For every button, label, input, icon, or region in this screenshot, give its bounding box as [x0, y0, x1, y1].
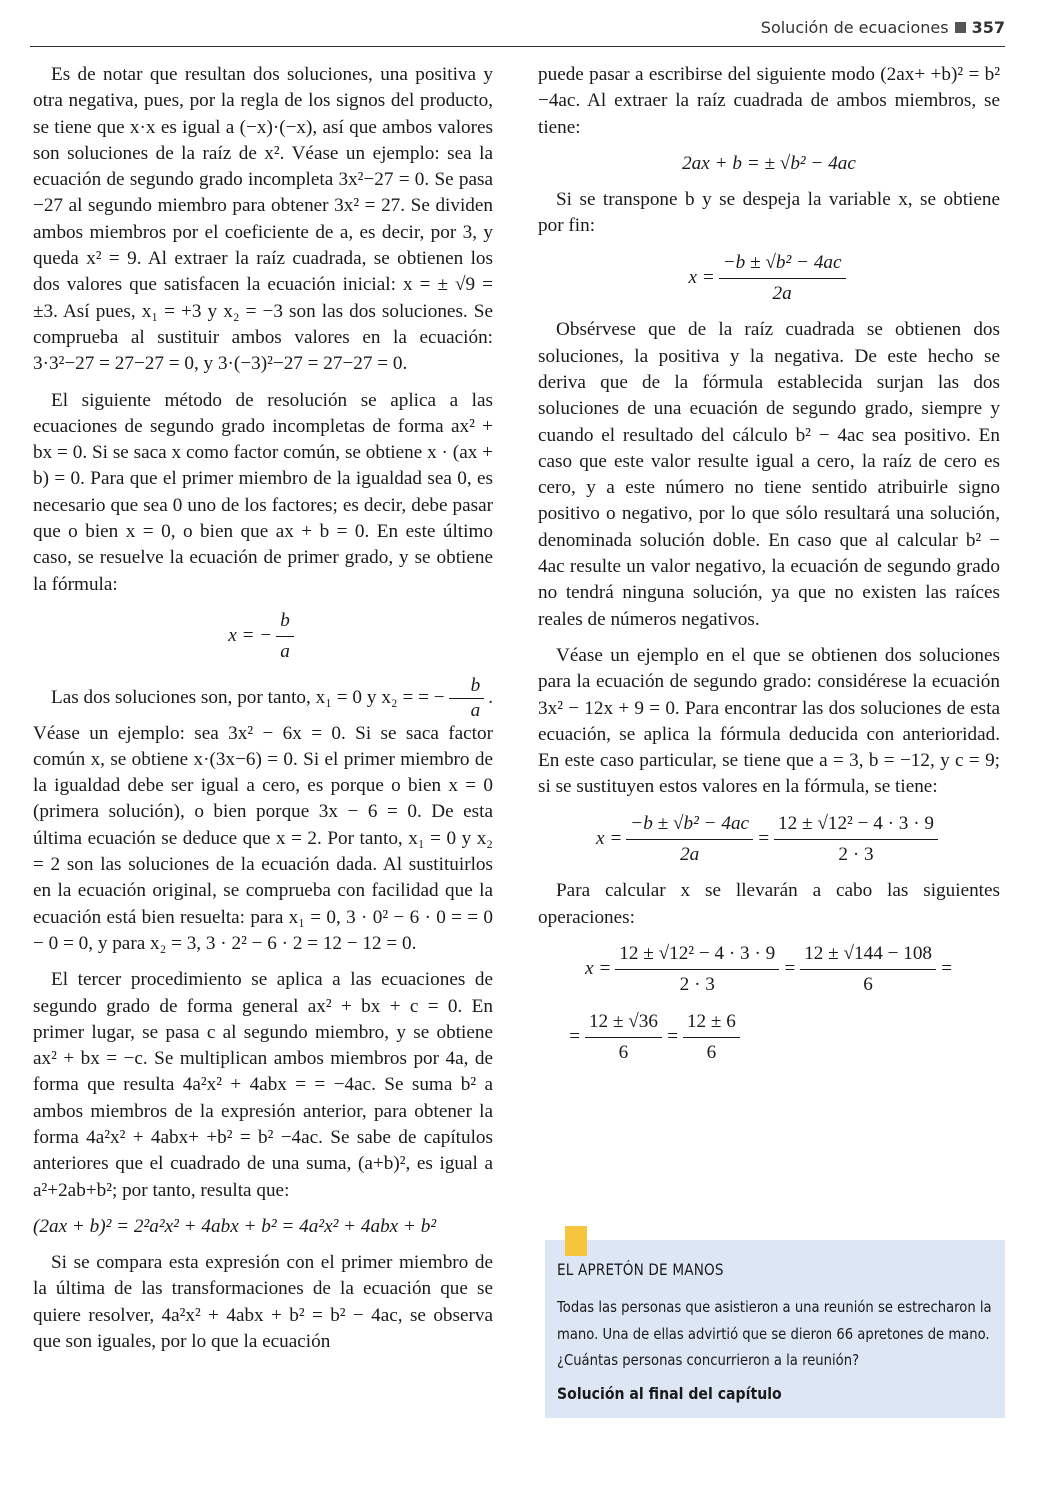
fraction — [626, 811, 753, 869]
fraction-denominator: 6 — [618, 1041, 629, 1063]
box-title: EL APRETÓN DE MANOS — [557, 1260, 724, 1279]
formula-square-expansion: (2ax + b)² = 2²a²x² + 4abx + b² = 4a²x² + 4abx + b² — [33, 1215, 437, 1237]
page-header — [30, 14, 1005, 47]
fraction-numerator: b — [276, 608, 294, 637]
left-column — [33, 62, 493, 1355]
paragraph: Obsérvese que de la raíz cuadrada se obtienen dos soluciones, la positiva y la negativa. De este hecho se deriva que de la fórmula establecida surjan las dos soluciones de una ecuación de segundo grado, siempre y cuando el resultado del cálculo b² − 4ac sea positivo. En caso que este valor resulte igual a cero, la raíz de cero es cero, y a este número no tiene sentido atribuirle signo positivo o negativo, por lo que sólo resultará una solución, denominada solución doble. En caso que al calcular b² − 4ac resulte un valor negativo, la ecuación de segundo grado no tendrá ninguna solución, ya que no existen las raíces reales de números negativos. — [538, 319, 1000, 630]
fraction — [719, 250, 846, 308]
puzzle-box — [545, 1240, 1005, 1418]
fraction-denominator: 2 · 3 — [838, 844, 874, 866]
fraction-numerator: 12 ± √36 — [585, 1009, 662, 1038]
fraction-denominator: 6 — [863, 974, 873, 996]
fraction-numerator: 12 ± 6 — [683, 1009, 740, 1038]
equals-sign: = — [783, 958, 797, 980]
paragraph — [33, 676, 493, 958]
paragraph: Si se transpone b y se despeja la variable x, se obtiene por fin: — [538, 189, 1000, 237]
formula-operations-1 — [538, 941, 1000, 999]
paragraph: Si se compara esta expresión con el primer miembro de la última de las transformaciones de la ecuación que se quiere resolver, 4a²x² + 4abx + b² = b² − 4ac, se observa que son iguales, por lo que la ecuación — [33, 1252, 493, 1353]
fraction-denominator: a — [280, 641, 290, 663]
paragraph: Véase un ejemplo en el que se obtienen dos soluciones para la ecuación de segundo grado: considérese la ecuación 3x² − 12x + 9 = 0. Para encontrar las dos soluciones de esta ecuación, se aplica la fórmula deducida con anterioridad. En este caso particular, se tiene que a = 3, b = −12, y c = 9; si se sustituyen estos valores en la fórmula, se tiene: — [538, 644, 1000, 798]
formula-lhs: x = — [688, 266, 715, 288]
paragraph: puede pasar a escribirse del siguiente modo (2ax+ +b)² = b² −4ac. Al extraer la raíz cuadrada de ambos miembros, se tiene: — [538, 64, 1000, 138]
fraction — [585, 1009, 662, 1067]
box-text: Todas las personas que asistieron a una reunión se estrecharon la mano. Una de ellas advirtió que se dieron 66 apretones de mano. ¿Cuántas personas concurrieron a la reunión? — [557, 1298, 992, 1369]
formula-first-degree — [33, 608, 493, 666]
fraction — [615, 941, 779, 999]
fraction — [774, 811, 938, 869]
formula-quadratic — [538, 250, 1000, 308]
fraction-numerator: 12 ± √144 − 108 — [800, 941, 936, 970]
formula-lhs: x = — [596, 827, 623, 849]
fraction-denominator: 2a — [772, 283, 792, 305]
formula-lhs: = — [568, 1025, 581, 1047]
paragraph: El siguiente método de resolución se aplica a las ecuaciones de segundo grado incompletas de forma ax² + bx = 0. Si se saca x como factor común, se obtiene x · (ax + b) = 0. Para que el primer miembro de la igualdad sea 0, es necesario que sea 0 uno de los factores; es decir, debe pasar que o bien x = 0, o bien que ax + b = 0. En este último caso, se resuelve la ecuación de primer grado, y se obtiene la fórmula: — [33, 389, 493, 595]
formula-substitution — [538, 811, 1000, 869]
fraction-denominator: 2 · 3 — [679, 974, 715, 996]
fraction-numerator: 12 ± √12² − 4 · 3 · 9 — [615, 941, 779, 970]
equals-sign: = — [665, 1025, 679, 1047]
paragraph: Para calcular x se llevarán a cabo las siguientes operaciones: — [538, 880, 1000, 928]
paragraph-text: Las dos soluciones son, por tanto, x₁ = 0 y x₂ = = − — [51, 686, 445, 708]
square-bullet-icon — [955, 22, 966, 33]
box-solution-note: Solución al final del capítulo — [557, 1384, 782, 1403]
fraction — [683, 1009, 740, 1067]
paragraph-text: . Véase un ejemplo: sea 3x² − 6x = 0. Si se saca factor común x, se obtiene x·(3x−6) = 0. Si el primer miembro de la igualdad debe ser igual a cero, es porque o bien x = 0 (primera solución), o bien porque 3x − 6 = 0. De esta última ecuación se deduce que x = 2. Por tanto, x₁ = 0 y x₂ = 2 son las soluciones de la ecuación dada. Al sustituirlos en la ecuación original, se comprueba con facilidad que la ecuación está bien resuelta: para x₁ = 0, 3 · 0² − 6 · 0 = = 0 − 0 = 0, y para x₂ = 3, 3 · 2² − 6 · 2 = 12 − 12 = 0. — [33, 686, 493, 954]
chapter-title: Solución de ecuaciones — [760, 18, 949, 37]
fraction — [276, 608, 294, 666]
formula-square-root: 2ax + b = ± √b² − 4ac — [682, 152, 856, 174]
running-head — [761, 18, 1005, 37]
formula-operations-2 — [538, 1009, 1000, 1067]
fraction — [449, 676, 485, 721]
fraction-numerator: b — [449, 676, 485, 699]
fraction-denominator: 2a — [680, 844, 700, 866]
fraction — [800, 941, 936, 999]
formula-lhs: x = — [585, 958, 612, 980]
fraction-denominator: 6 — [706, 1041, 717, 1063]
page-number: 357 — [971, 18, 1005, 37]
fraction-numerator: −b ± √b² − 4ac — [719, 250, 846, 279]
equals-sign: = — [940, 958, 953, 980]
paragraph: Es de notar que resultan dos soluciones, una positiva y otra negativa, pues, por la regla de los signos del producto, se tiene que x·x es igual a (−x)·(−x), así que ambos valores son soluciones de la raíz de x². Véase un ejemplo: sea la ecuación de segundo grado incompleta 3x²−27 = 0. Se pasa −27 al segundo miembro para obtener 3x² = 27. Se dividen ambos miembros por el coeficiente de a, es decir, por 3, y queda x² = 9. Al extraer la raíz cuadrada, se obtienen los dos valores que satisfacen la ecuación inicial: x = ± √9 = ±3. Así pues, x₁ = +3 y x₂ = −3 son las dos soluciones. Se comprueba al sustituir ambos valores en la ecuación: 3·3²−27 = 27−27 = 0, y 3·(−3)²−27 = 27−27 = 0. — [33, 64, 493, 375]
paragraph: El tercer procedimiento se aplica a las ecuaciones de segundo grado de forma general ax² + bx + c = 0. En primer lugar, se pasa c al segundo miembro, y se obtiene ax² + bx = −c. Se multiplican ambos miembros por 4a, de forma que resulta 4a²x² + 4abx = = −4ac. Se suma b² a ambos miembros de la expresión anterior, para obtener la forma 4a²x² + 4abx+ +b² = b² −4ac. Se sabe de capítulos anteriores que el cuadrado de una suma, (a+b)², es igual a a²+2ab+b²; por tanto, resulta que: — [33, 969, 493, 1201]
fraction-numerator: −b ± √b² − 4ac — [626, 811, 753, 840]
equals-sign: = — [757, 827, 771, 849]
right-column — [538, 62, 1000, 1076]
fraction-denominator: a — [470, 699, 481, 721]
formula-lhs: x = − — [228, 625, 273, 647]
fraction-numerator: 12 ± √12² − 4 · 3 · 9 — [774, 811, 938, 840]
box-accent-tab — [565, 1226, 587, 1256]
